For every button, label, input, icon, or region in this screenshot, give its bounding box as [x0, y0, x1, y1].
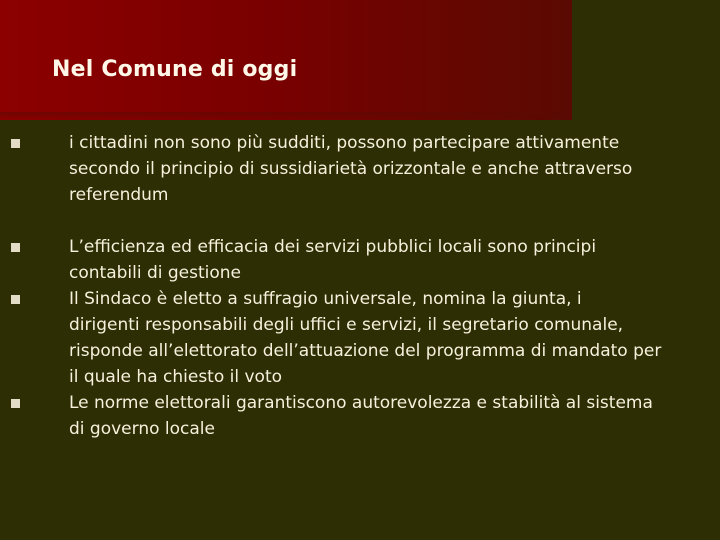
- bullet-text: Il Sindaco è eletto a suffragio universale, nomina la giunta, i dirigenti responsabili degli uffici e servizi, il segretario comunale, risponde all’elettorato dell’attuazione del programma di mandato per il quale ha chiesto il voto: [69, 289, 662, 387]
- square-bullet-icon: [11, 139, 20, 148]
- square-bullet-icon: [11, 243, 20, 252]
- square-bullet-icon: [11, 399, 20, 408]
- bullet-item: [69, 234, 684, 286]
- bullet-text: Le norme elettorali garantiscono autorevolezza e stabilità al sistema di governo locale: [69, 393, 653, 439]
- bullet-item: [69, 390, 684, 442]
- bullet-item: [69, 286, 684, 390]
- bullet-item: [69, 130, 684, 208]
- bullet-text: i cittadini non sono più sudditi, possono partecipare attivamente secondo il principio di sussidiarietà orizzontale e anche attraverso referendum: [69, 133, 633, 205]
- square-bullet-icon: [11, 295, 20, 304]
- bullet-text: L’efficienza ed efficacia dei servizi pubblici locali sono principi contabili di gestione: [69, 237, 597, 283]
- slide-title: Nel Comune di oggi: [52, 57, 298, 82]
